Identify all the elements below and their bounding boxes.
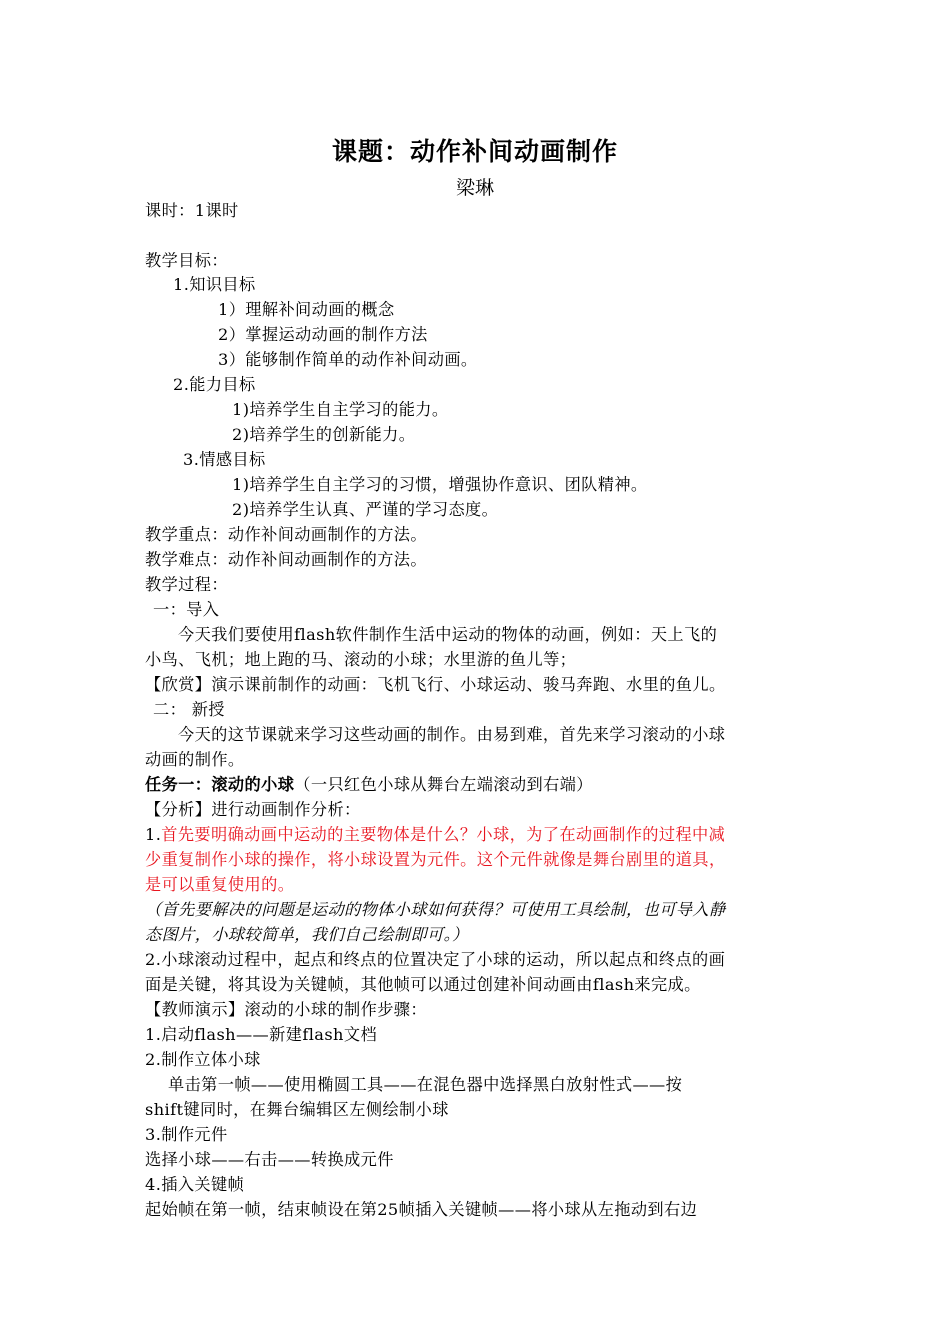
analysis-heading: 【分析】进行动画制作分析： (145, 800, 361, 819)
section-intro: 一：导入 (153, 600, 220, 619)
key-point: 教学重点：动作补间动画制作的方法。 (145, 525, 427, 544)
demo-heading: 【教师演示】滚动的小球的制作步骤： (145, 1000, 427, 1019)
red-text: 少重复制作小球的操作，将小球设置为元件。这个元件就像是舞台剧里的道具， (145, 850, 726, 869)
objective-item: 1)培养学生自主学习的习惯，增强协作意识、团队精神。 (232, 475, 648, 494)
task-one-line (145, 774, 593, 796)
section-new-lesson: 二： 新授 (153, 700, 225, 719)
document-title: 课题：动作补间动画制作 (331, 137, 618, 166)
task-one-title: 任务一：滚动的小球 (145, 775, 295, 794)
italic-note: （首先要解决的问题是运动的物体小球如何获得？可使用工具绘制，也可导入静 (145, 900, 726, 919)
paragraph-line: 动画的制作。 (145, 750, 245, 769)
step-detail: 选择小球——右击——转换成元件 (145, 1150, 394, 1169)
analysis-point-1 (145, 824, 725, 846)
task-one-description: （一只红色小球从舞台左端滚动到右端） (294, 775, 593, 794)
objective-item: 2)培养学生的创新能力。 (232, 425, 416, 444)
paragraph-line: 小鸟、飞机；地上跑的马、滚动的小球；水里游的鱼儿等； (145, 650, 577, 669)
paragraph-line: 今天的这节课就来学习这些动画的制作。由易到难，首先来学习滚动的小球 (178, 725, 726, 744)
step-detail: 单击第一帧——使用椭圆工具——在混色器中选择黑白放射性式——按 (168, 1075, 683, 1094)
appreciation-line: 【欣赏】演示课前制作的动画：飞机飞行、小球运动、骏马奔跑、水里的鱼儿。 (145, 675, 726, 694)
paragraph-line: 今天我们要使用flash软件制作生活中运动的物体的动画，例如：天上飞的 (178, 625, 718, 644)
objective-item: 1）理解补间动画的概念 (218, 300, 395, 319)
class-hours: 课时：1课时 (145, 201, 239, 220)
step-detail: shift键同时，在舞台编辑区左侧绘制小球 (145, 1100, 449, 1119)
author-name: 梁琳 (455, 177, 494, 199)
red-text: 是可以重复使用的。 (145, 875, 295, 894)
objective-emotion: 3.情感目标 (183, 450, 266, 469)
step-1: 1.启动flash——新建flash文档 (145, 1025, 378, 1044)
objective-knowledge: 1.知识目标 (173, 275, 256, 294)
objective-item: 1)培养学生自主学习的能力。 (232, 400, 449, 419)
objective-item: 2）掌握运动动画的制作方法 (218, 325, 428, 344)
paragraph-line: 面是关键，将其设为关键帧，其他帧可以通过创建补间动画由flash来完成。 (145, 975, 701, 994)
step-4: 4.插入关键帧 (145, 1175, 245, 1194)
objective-item: 3）能够制作简单的动作补间动画。 (218, 350, 478, 369)
objective-item: 2)培养学生认真、严谨的学习态度。 (232, 500, 499, 519)
objectives-heading: 教学目标： (145, 251, 228, 270)
red-text: 首先要明确动画中运动的主要物体是什么？小球，为了在动画制作的过程中减 (161, 825, 726, 844)
objective-ability: 2.能力目标 (173, 375, 256, 394)
process-heading: 教学过程： (145, 575, 228, 594)
step-3: 3.制作元件 (145, 1125, 228, 1144)
step-2: 2.制作立体小球 (145, 1050, 261, 1069)
step-detail: 起始帧在第一帧，结束帧设在第25帧插入关键帧——将小球从左拖动到右边 (145, 1200, 698, 1219)
difficult-point: 教学难点：动作补间动画制作的方法。 (145, 550, 427, 569)
italic-note: 态图片，小球较简单，我们自己绘制即可。） (145, 925, 469, 944)
list-number: 1. (145, 825, 162, 844)
analysis-point-2: 2.小球滚动过程中，起点和终点的位置决定了小球的运动，所以起点和终点的画 (145, 950, 726, 969)
